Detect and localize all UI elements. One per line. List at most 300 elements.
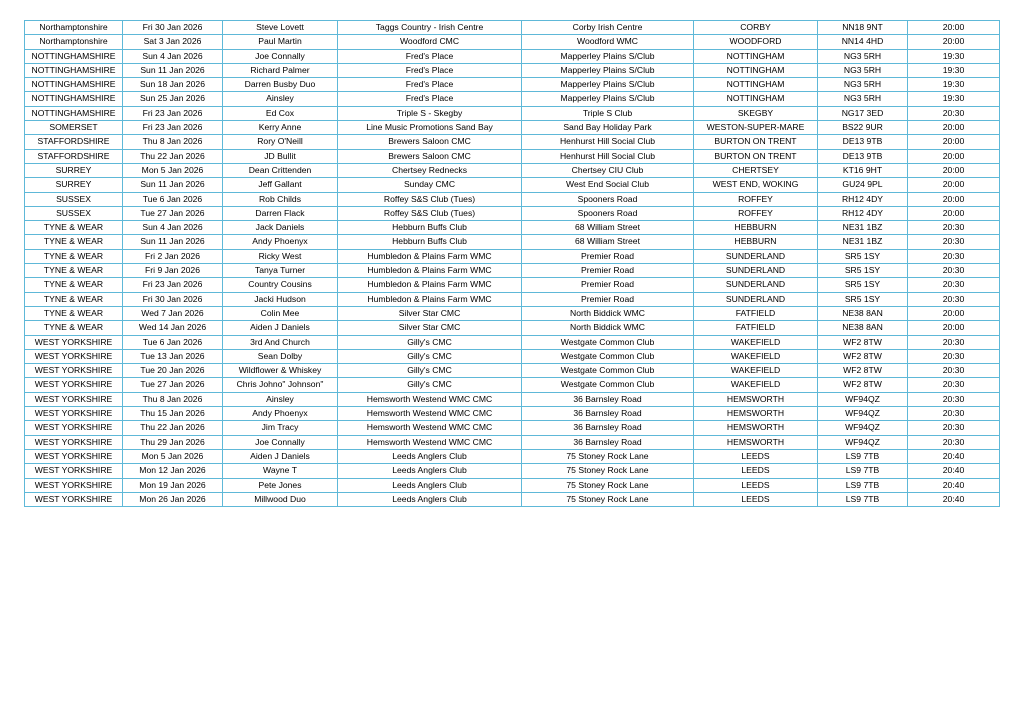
town-cell: HEMSWORTH bbox=[694, 407, 818, 421]
artist-cell: Tanya Turner bbox=[223, 264, 338, 278]
promoter-cell: Fred's Place bbox=[338, 92, 522, 106]
town-cell: WEST END, WOKING bbox=[694, 178, 818, 192]
time-cell: 20:00 bbox=[908, 178, 1000, 192]
artist-cell: Andy Phoenyx bbox=[223, 407, 338, 421]
time-cell: 19:30 bbox=[908, 78, 1000, 92]
time-cell: 20:30 bbox=[908, 292, 1000, 306]
town-cell: CORBY bbox=[694, 21, 818, 35]
time-cell: 20:40 bbox=[908, 478, 1000, 492]
postcode-cell: SR5 1SY bbox=[818, 249, 908, 263]
artist-cell: Rory O'Neill bbox=[223, 135, 338, 149]
county-cell: SUSSEX bbox=[25, 192, 123, 206]
postcode-cell: NE31 1BZ bbox=[818, 221, 908, 235]
venue-cell: Westgate Common Club bbox=[522, 378, 694, 392]
time-cell: 20:30 bbox=[908, 264, 1000, 278]
time-cell: 20:00 bbox=[908, 135, 1000, 149]
promoter-cell: Hebburn Buffs Club bbox=[338, 221, 522, 235]
postcode-cell: NG17 3ED bbox=[818, 106, 908, 120]
time-cell: 20:30 bbox=[908, 106, 1000, 120]
time-cell: 20:30 bbox=[908, 421, 1000, 435]
time-cell: 20:40 bbox=[908, 464, 1000, 478]
town-cell: HEMSWORTH bbox=[694, 421, 818, 435]
table-row bbox=[25, 278, 1000, 292]
town-cell: SKEGBY bbox=[694, 106, 818, 120]
county-cell: STAFFORDSHIRE bbox=[25, 135, 123, 149]
postcode-cell: DE13 9TB bbox=[818, 135, 908, 149]
date-cell: Sun 11 Jan 2026 bbox=[123, 178, 223, 192]
artist-cell: Jack Daniels bbox=[223, 221, 338, 235]
venue-cell: 68 William Street bbox=[522, 221, 694, 235]
promoter-cell: Chertsey Rednecks bbox=[338, 163, 522, 177]
artist-cell: Ed Cox bbox=[223, 106, 338, 120]
date-cell: Sun 4 Jan 2026 bbox=[123, 221, 223, 235]
postcode-cell: SR5 1SY bbox=[818, 278, 908, 292]
postcode-cell: WF94QZ bbox=[818, 392, 908, 406]
date-cell: Mon 12 Jan 2026 bbox=[123, 464, 223, 478]
table-row bbox=[25, 335, 1000, 349]
time-cell: 20:30 bbox=[908, 278, 1000, 292]
table-row bbox=[25, 78, 1000, 92]
postcode-cell: NG3 5RH bbox=[818, 92, 908, 106]
time-cell: 20:00 bbox=[908, 306, 1000, 320]
postcode-cell: RH12 4DY bbox=[818, 192, 908, 206]
artist-cell: Wildflower & Whiskey bbox=[223, 364, 338, 378]
county-cell: TYNE & WEAR bbox=[25, 306, 123, 320]
county-cell: SURREY bbox=[25, 163, 123, 177]
postcode-cell: WF94QZ bbox=[818, 421, 908, 435]
county-cell: WEST YORKSHIRE bbox=[25, 335, 123, 349]
county-cell: TYNE & WEAR bbox=[25, 264, 123, 278]
table-row bbox=[25, 249, 1000, 263]
artist-cell: Paul Martin bbox=[223, 35, 338, 49]
promoter-cell: Roffey S&S Club (Tues) bbox=[338, 206, 522, 220]
venue-cell: Premier Road bbox=[522, 249, 694, 263]
postcode-cell: LS9 7TB bbox=[818, 449, 908, 463]
venue-cell: 75 Stoney Rock Lane bbox=[522, 464, 694, 478]
promoter-cell: Gilly's CMC bbox=[338, 364, 522, 378]
venue-cell: Corby Irish Centre bbox=[522, 21, 694, 35]
time-cell: 20:00 bbox=[908, 192, 1000, 206]
artist-cell: Millwood Duo bbox=[223, 492, 338, 506]
artist-cell: Aiden J Daniels bbox=[223, 321, 338, 335]
venue-cell: Sand Bay Holiday Park bbox=[522, 121, 694, 135]
time-cell: 20:00 bbox=[908, 321, 1000, 335]
date-cell: Thu 22 Jan 2026 bbox=[123, 421, 223, 435]
table-row bbox=[25, 421, 1000, 435]
date-cell: Mon 5 Jan 2026 bbox=[123, 163, 223, 177]
promoter-cell: Sunday CMC bbox=[338, 178, 522, 192]
date-cell: Tue 13 Jan 2026 bbox=[123, 349, 223, 363]
promoter-cell: Humbledon & Plains Farm WMC bbox=[338, 278, 522, 292]
town-cell: LEEDS bbox=[694, 492, 818, 506]
venue-cell: Mapperley Plains S/Club bbox=[522, 63, 694, 77]
promoter-cell: Hemsworth Westend WMC CMC bbox=[338, 435, 522, 449]
artist-cell: Jeff Gallant bbox=[223, 178, 338, 192]
table-row bbox=[25, 135, 1000, 149]
postcode-cell: WF94QZ bbox=[818, 407, 908, 421]
venue-cell: 36 Barnsley Road bbox=[522, 421, 694, 435]
date-cell: Thu 8 Jan 2026 bbox=[123, 392, 223, 406]
venue-cell: Spooners Road bbox=[522, 192, 694, 206]
town-cell: LEEDS bbox=[694, 478, 818, 492]
town-cell: FATFIELD bbox=[694, 321, 818, 335]
promoter-cell: Leeds Anglers Club bbox=[338, 449, 522, 463]
town-cell: WAKEFIELD bbox=[694, 335, 818, 349]
town-cell: WAKEFIELD bbox=[694, 364, 818, 378]
postcode-cell: LS9 7TB bbox=[818, 492, 908, 506]
town-cell: BURTON ON TRENT bbox=[694, 149, 818, 163]
table-row bbox=[25, 392, 1000, 406]
town-cell: LEEDS bbox=[694, 449, 818, 463]
artist-cell: Andy Phoenyx bbox=[223, 235, 338, 249]
venue-cell: 68 William Street bbox=[522, 235, 694, 249]
postcode-cell: LS9 7TB bbox=[818, 478, 908, 492]
artist-cell: Jacki Hudson bbox=[223, 292, 338, 306]
time-cell: 20:30 bbox=[908, 435, 1000, 449]
promoter-cell: Humbledon & Plains Farm WMC bbox=[338, 249, 522, 263]
venue-cell: Westgate Common Club bbox=[522, 349, 694, 363]
promoter-cell: Fred's Place bbox=[338, 78, 522, 92]
date-cell: Tue 6 Jan 2026 bbox=[123, 192, 223, 206]
promoter-cell: Hemsworth Westend WMC CMC bbox=[338, 392, 522, 406]
date-cell: Mon 5 Jan 2026 bbox=[123, 449, 223, 463]
date-cell: Fri 30 Jan 2026 bbox=[123, 21, 223, 35]
venue-cell: Premier Road bbox=[522, 292, 694, 306]
postcode-cell: LS9 7TB bbox=[818, 464, 908, 478]
promoter-cell: Humbledon & Plains Farm WMC bbox=[338, 292, 522, 306]
promoter-cell: Silver Star CMC bbox=[338, 321, 522, 335]
promoter-cell: Leeds Anglers Club bbox=[338, 492, 522, 506]
time-cell: 19:30 bbox=[908, 49, 1000, 63]
date-cell: Tue 27 Jan 2026 bbox=[123, 206, 223, 220]
date-cell: Thu 29 Jan 2026 bbox=[123, 435, 223, 449]
table-row bbox=[25, 292, 1000, 306]
town-cell: ROFFEY bbox=[694, 192, 818, 206]
town-cell: SUNDERLAND bbox=[694, 264, 818, 278]
artist-cell: JD Bullit bbox=[223, 149, 338, 163]
postcode-cell: RH12 4DY bbox=[818, 206, 908, 220]
venue-cell: 36 Barnsley Road bbox=[522, 407, 694, 421]
venue-cell: Spooners Road bbox=[522, 206, 694, 220]
postcode-cell: DE13 9TB bbox=[818, 149, 908, 163]
date-cell: Tue 6 Jan 2026 bbox=[123, 335, 223, 349]
town-cell: WESTON-SUPER-MARE bbox=[694, 121, 818, 135]
date-cell: Tue 20 Jan 2026 bbox=[123, 364, 223, 378]
table-row bbox=[25, 407, 1000, 421]
postcode-cell: WF2 8TW bbox=[818, 349, 908, 363]
county-cell: TYNE & WEAR bbox=[25, 292, 123, 306]
date-cell: Thu 15 Jan 2026 bbox=[123, 407, 223, 421]
artist-cell: Aiden J Daniels bbox=[223, 449, 338, 463]
promoter-cell: Gilly's CMC bbox=[338, 349, 522, 363]
county-cell: WEST YORKSHIRE bbox=[25, 364, 123, 378]
county-cell: STAFFORDSHIRE bbox=[25, 149, 123, 163]
artist-cell: Chris Johno" Johnson" bbox=[223, 378, 338, 392]
artist-cell: Ricky West bbox=[223, 249, 338, 263]
promoter-cell: Roffey S&S Club (Tues) bbox=[338, 192, 522, 206]
date-cell: Mon 19 Jan 2026 bbox=[123, 478, 223, 492]
time-cell: 20:30 bbox=[908, 407, 1000, 421]
date-cell: Fri 9 Jan 2026 bbox=[123, 264, 223, 278]
promoter-cell: Leeds Anglers Club bbox=[338, 478, 522, 492]
county-cell: TYNE & WEAR bbox=[25, 235, 123, 249]
county-cell: TYNE & WEAR bbox=[25, 278, 123, 292]
county-cell: WEST YORKSHIRE bbox=[25, 421, 123, 435]
table-row bbox=[25, 206, 1000, 220]
promoter-cell: Hemsworth Westend WMC CMC bbox=[338, 407, 522, 421]
time-cell: 20:30 bbox=[908, 221, 1000, 235]
county-cell: TYNE & WEAR bbox=[25, 221, 123, 235]
date-cell: Fri 23 Jan 2026 bbox=[123, 121, 223, 135]
artist-cell: Ainsley bbox=[223, 392, 338, 406]
promoter-cell: Fred's Place bbox=[338, 49, 522, 63]
town-cell: ROFFEY bbox=[694, 206, 818, 220]
town-cell: NOTTINGHAM bbox=[694, 78, 818, 92]
date-cell: Fri 23 Jan 2026 bbox=[123, 106, 223, 120]
date-cell: Fri 30 Jan 2026 bbox=[123, 292, 223, 306]
county-cell: NOTTINGHAMSHIRE bbox=[25, 49, 123, 63]
county-cell: WEST YORKSHIRE bbox=[25, 349, 123, 363]
town-cell: FATFIELD bbox=[694, 306, 818, 320]
venue-cell: 75 Stoney Rock Lane bbox=[522, 449, 694, 463]
table-row bbox=[25, 92, 1000, 106]
promoter-cell: Brewers Saloon CMC bbox=[338, 135, 522, 149]
promoter-cell: Fred's Place bbox=[338, 63, 522, 77]
town-cell: HEMSWORTH bbox=[694, 435, 818, 449]
town-cell: SUNDERLAND bbox=[694, 278, 818, 292]
table-row bbox=[25, 35, 1000, 49]
venue-cell: West End Social Club bbox=[522, 178, 694, 192]
postcode-cell: WF94QZ bbox=[818, 435, 908, 449]
town-cell: CHERTSEY bbox=[694, 163, 818, 177]
town-cell: HEBBURN bbox=[694, 221, 818, 235]
county-cell: WEST YORKSHIRE bbox=[25, 449, 123, 463]
promoter-cell: Gilly's CMC bbox=[338, 335, 522, 349]
venue-cell: Mapperley Plains S/Club bbox=[522, 92, 694, 106]
artist-cell: Joe Connally bbox=[223, 49, 338, 63]
table-row bbox=[25, 63, 1000, 77]
promoter-cell: Hebburn Buffs Club bbox=[338, 235, 522, 249]
date-cell: Fri 2 Jan 2026 bbox=[123, 249, 223, 263]
time-cell: 20:40 bbox=[908, 449, 1000, 463]
table-row bbox=[25, 464, 1000, 478]
venue-cell: Mapperley Plains S/Club bbox=[522, 49, 694, 63]
postcode-cell: NE38 8AN bbox=[818, 321, 908, 335]
venue-cell: 75 Stoney Rock Lane bbox=[522, 492, 694, 506]
time-cell: 20:00 bbox=[908, 121, 1000, 135]
postcode-cell: WF2 8TW bbox=[818, 335, 908, 349]
artist-cell: Wayne T bbox=[223, 464, 338, 478]
venue-cell: Henhurst Hill Social Club bbox=[522, 149, 694, 163]
table-row bbox=[25, 321, 1000, 335]
table-row bbox=[25, 106, 1000, 120]
postcode-cell: SR5 1SY bbox=[818, 292, 908, 306]
table-row bbox=[25, 364, 1000, 378]
county-cell: WEST YORKSHIRE bbox=[25, 392, 123, 406]
promoter-cell: Gilly's CMC bbox=[338, 378, 522, 392]
date-cell: Sun 11 Jan 2026 bbox=[123, 63, 223, 77]
town-cell: SUNDERLAND bbox=[694, 249, 818, 263]
date-cell: Fri 23 Jan 2026 bbox=[123, 278, 223, 292]
town-cell: NOTTINGHAM bbox=[694, 63, 818, 77]
date-cell: Sun 25 Jan 2026 bbox=[123, 92, 223, 106]
venue-cell: Woodford WMC bbox=[522, 35, 694, 49]
promoter-cell: Line Music Promotions Sand Bay bbox=[338, 121, 522, 135]
county-cell: SUSSEX bbox=[25, 206, 123, 220]
postcode-cell: NE38 8AN bbox=[818, 306, 908, 320]
table-row bbox=[25, 435, 1000, 449]
table-row bbox=[25, 449, 1000, 463]
promoter-cell: Humbledon & Plains Farm WMC bbox=[338, 264, 522, 278]
postcode-cell: NE31 1BZ bbox=[818, 235, 908, 249]
table-row bbox=[25, 378, 1000, 392]
date-cell: Mon 26 Jan 2026 bbox=[123, 492, 223, 506]
venue-cell: Mapperley Plains S/Club bbox=[522, 78, 694, 92]
time-cell: 20:40 bbox=[908, 492, 1000, 506]
promoter-cell: Hemsworth Westend WMC CMC bbox=[338, 421, 522, 435]
table-row bbox=[25, 306, 1000, 320]
promoter-cell: Woodford CMC bbox=[338, 35, 522, 49]
date-cell: Thu 8 Jan 2026 bbox=[123, 135, 223, 149]
table-row bbox=[25, 264, 1000, 278]
county-cell: NOTTINGHAMSHIRE bbox=[25, 78, 123, 92]
date-cell: Sat 3 Jan 2026 bbox=[123, 35, 223, 49]
venue-cell: 36 Barnsley Road bbox=[522, 392, 694, 406]
postcode-cell: NN18 9NT bbox=[818, 21, 908, 35]
town-cell: LEEDS bbox=[694, 464, 818, 478]
artist-cell: Darren Flack bbox=[223, 206, 338, 220]
table-row bbox=[25, 21, 1000, 35]
town-cell: WAKEFIELD bbox=[694, 378, 818, 392]
county-cell: Northamptonshire bbox=[25, 21, 123, 35]
table-row bbox=[25, 492, 1000, 506]
venue-cell: Henhurst Hill Social Club bbox=[522, 135, 694, 149]
postcode-cell: WF2 8TW bbox=[818, 364, 908, 378]
venue-cell: Chertsey CIU Club bbox=[522, 163, 694, 177]
town-cell: HEMSWORTH bbox=[694, 392, 818, 406]
time-cell: 19:30 bbox=[908, 92, 1000, 106]
county-cell: NOTTINGHAMSHIRE bbox=[25, 92, 123, 106]
town-cell: HEBBURN bbox=[694, 235, 818, 249]
promoter-cell: Leeds Anglers Club bbox=[338, 464, 522, 478]
artist-cell: Colin Mee bbox=[223, 306, 338, 320]
table-row bbox=[25, 235, 1000, 249]
listings-table bbox=[24, 20, 1000, 507]
time-cell: 20:00 bbox=[908, 35, 1000, 49]
table-row bbox=[25, 178, 1000, 192]
venue-cell: Westgate Common Club bbox=[522, 364, 694, 378]
town-cell: SUNDERLAND bbox=[694, 292, 818, 306]
artist-cell: Sean Dolby bbox=[223, 349, 338, 363]
artist-cell: Kerry Anne bbox=[223, 121, 338, 135]
county-cell: WEST YORKSHIRE bbox=[25, 492, 123, 506]
table-row bbox=[25, 121, 1000, 135]
promoter-cell: Triple S - Skegby bbox=[338, 106, 522, 120]
artist-cell: Richard Palmer bbox=[223, 63, 338, 77]
county-cell: WEST YORKSHIRE bbox=[25, 407, 123, 421]
time-cell: 20:00 bbox=[908, 149, 1000, 163]
time-cell: 20:30 bbox=[908, 249, 1000, 263]
table-row bbox=[25, 163, 1000, 177]
artist-cell: Pete Jones bbox=[223, 478, 338, 492]
time-cell: 20:30 bbox=[908, 364, 1000, 378]
venue-cell: Triple S Club bbox=[522, 106, 694, 120]
promoter-cell: Brewers Saloon CMC bbox=[338, 149, 522, 163]
town-cell: NOTTINGHAM bbox=[694, 49, 818, 63]
artist-cell: Dean Crittenden bbox=[223, 163, 338, 177]
time-cell: 20:30 bbox=[908, 349, 1000, 363]
postcode-cell: NG3 5RH bbox=[818, 63, 908, 77]
postcode-cell: NN14 4HD bbox=[818, 35, 908, 49]
time-cell: 20:00 bbox=[908, 206, 1000, 220]
artist-cell: 3rd And Church bbox=[223, 335, 338, 349]
postcode-cell: NG3 5RH bbox=[818, 49, 908, 63]
artist-cell: Jim Tracy bbox=[223, 421, 338, 435]
date-cell: Sun 11 Jan 2026 bbox=[123, 235, 223, 249]
time-cell: 20:30 bbox=[908, 235, 1000, 249]
promoter-cell: Silver Star CMC bbox=[338, 306, 522, 320]
table-row bbox=[25, 221, 1000, 235]
postcode-cell: SR5 1SY bbox=[818, 264, 908, 278]
county-cell: Northamptonshire bbox=[25, 35, 123, 49]
artist-cell: Steve Lovett bbox=[223, 21, 338, 35]
postcode-cell: GU24 9PL bbox=[818, 178, 908, 192]
county-cell: WEST YORKSHIRE bbox=[25, 378, 123, 392]
postcode-cell: NG3 5RH bbox=[818, 78, 908, 92]
date-cell: Sun 4 Jan 2026 bbox=[123, 49, 223, 63]
town-cell: BURTON ON TRENT bbox=[694, 135, 818, 149]
postcode-cell: WF2 8TW bbox=[818, 378, 908, 392]
table-row bbox=[25, 149, 1000, 163]
date-cell: Tue 27 Jan 2026 bbox=[123, 378, 223, 392]
county-cell: NOTTINGHAMSHIRE bbox=[25, 106, 123, 120]
town-cell: NOTTINGHAM bbox=[694, 92, 818, 106]
artist-cell: Country Cousins bbox=[223, 278, 338, 292]
time-cell: 20:00 bbox=[908, 163, 1000, 177]
date-cell: Wed 14 Jan 2026 bbox=[123, 321, 223, 335]
venue-cell: North Biddick WMC bbox=[522, 321, 694, 335]
county-cell: NOTTINGHAMSHIRE bbox=[25, 63, 123, 77]
venue-cell: 75 Stoney Rock Lane bbox=[522, 478, 694, 492]
table-row bbox=[25, 49, 1000, 63]
postcode-cell: KT16 9HT bbox=[818, 163, 908, 177]
artist-cell: Rob Childs bbox=[223, 192, 338, 206]
listings-body bbox=[25, 21, 1000, 507]
county-cell: WEST YORKSHIRE bbox=[25, 464, 123, 478]
table-row bbox=[25, 349, 1000, 363]
date-cell: Wed 7 Jan 2026 bbox=[123, 306, 223, 320]
time-cell: 20:00 bbox=[908, 21, 1000, 35]
date-cell: Sun 18 Jan 2026 bbox=[123, 78, 223, 92]
county-cell: SURREY bbox=[25, 178, 123, 192]
venue-cell: North Biddick WMC bbox=[522, 306, 694, 320]
artist-cell: Ainsley bbox=[223, 92, 338, 106]
artist-cell: Joe Connally bbox=[223, 435, 338, 449]
county-cell: WEST YORKSHIRE bbox=[25, 478, 123, 492]
table-row bbox=[25, 192, 1000, 206]
town-cell: WOODFORD bbox=[694, 35, 818, 49]
venue-cell: Westgate Common Club bbox=[522, 335, 694, 349]
artist-cell: Darren Busby Duo bbox=[223, 78, 338, 92]
county-cell: TYNE & WEAR bbox=[25, 249, 123, 263]
promoter-cell: Taggs Country - Irish Centre bbox=[338, 21, 522, 35]
time-cell: 19:30 bbox=[908, 63, 1000, 77]
county-cell: TYNE & WEAR bbox=[25, 321, 123, 335]
town-cell: WAKEFIELD bbox=[694, 349, 818, 363]
venue-cell: 36 Barnsley Road bbox=[522, 435, 694, 449]
time-cell: 20:30 bbox=[908, 392, 1000, 406]
date-cell: Thu 22 Jan 2026 bbox=[123, 149, 223, 163]
